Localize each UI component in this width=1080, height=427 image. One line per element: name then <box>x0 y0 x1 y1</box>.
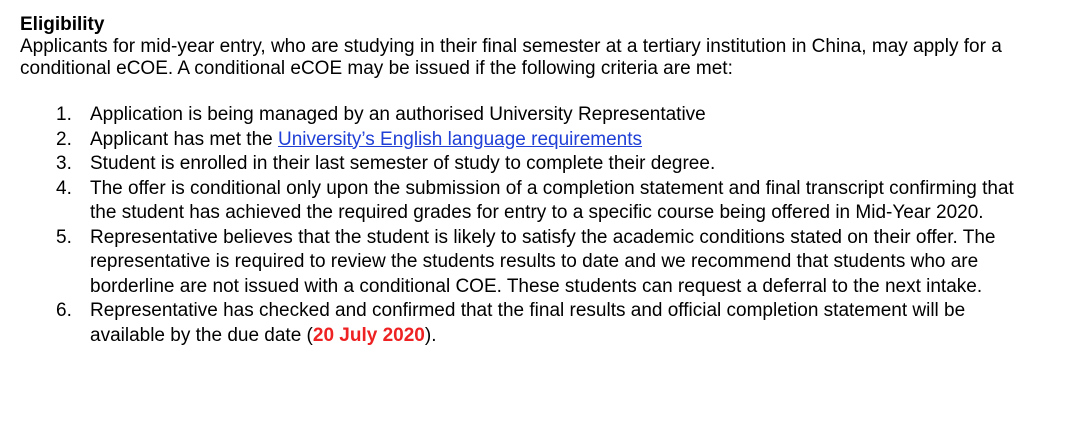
section-heading: Eligibility <box>20 14 105 35</box>
list-item-content <box>90 128 1040 153</box>
list-item-text-end: ). <box>424 324 437 346</box>
criteria-list <box>20 103 1060 348</box>
list-item-number: 5. <box>56 226 72 248</box>
list-item <box>20 177 1060 226</box>
list-item-content <box>90 299 1040 348</box>
list-item-text: The offer is conditional only upon the submission of a completion statement and final transcript confirming that the student has achieved the required grades for entry to a specific course being offered in Mid-Year 2020. <box>90 177 1014 223</box>
list-item-number: 6. <box>56 300 72 321</box>
list-item-text: Representative has checked and confirmed that the final results and official completion statement will be available by the due date ( <box>90 300 966 346</box>
list-item <box>20 299 1060 348</box>
list-item-number: 1. <box>56 104 72 125</box>
list-item-text: Application is being managed by an authorised University Representative <box>90 104 706 125</box>
list-item-text: Applicant has met the <box>90 128 278 150</box>
list-item <box>20 128 1060 153</box>
list-item-number: 3. <box>56 153 72 174</box>
list-item-number: 4. <box>56 177 72 199</box>
english-requirements-link[interactable]: University’s English language requirements <box>278 128 643 150</box>
list-item-number: 2. <box>56 128 72 150</box>
list-item-text: Representative believes that the student is likely to satisfy the academic conditions stated on their offer. The representative is required to review the students results to date and we recommend that students who are borderline are not issued with a conditional COE. These students can request a deferral to the next intake. <box>90 226 996 297</box>
list-item <box>20 226 1060 300</box>
intro-paragraph: Applicants for mid-year entry, who are studying in their final semester at a tertiary institution in China, may apply for a conditional eCOE. A conditional eCOE may be issued if the following criteria are met: <box>20 36 1002 79</box>
list-item <box>20 152 1060 177</box>
list-item <box>20 103 1060 128</box>
list-item-text: Student is enrolled in their last semester of study to complete their degree. <box>90 153 716 174</box>
due-date: 20 July 2020 <box>312 324 425 346</box>
